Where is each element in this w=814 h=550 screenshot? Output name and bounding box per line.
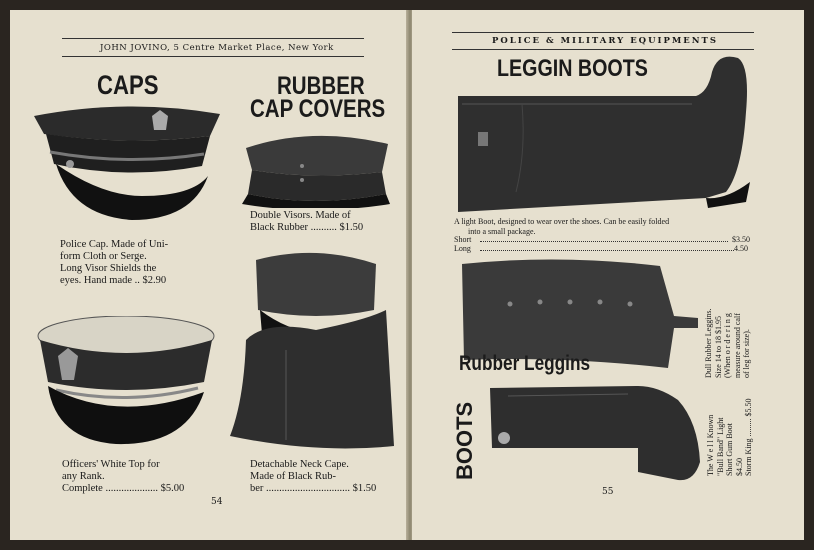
left-page-number: 54 [211, 497, 223, 507]
boots-side-line-5: Storm King ......... $5.50 [744, 398, 753, 476]
boots-side-line-1: The W e l l Known [706, 414, 715, 476]
leggin-boot-image [456, 52, 750, 218]
right-header-rule-bottom [452, 49, 754, 50]
police-cap-line-3: Long Visor Shields the [60, 263, 157, 274]
short-dots [480, 241, 728, 242]
cap-covers-title: CAP COVERS [250, 95, 386, 123]
left-running-header: JOHN JOVINO, 5 Centre Market Place, New York [100, 43, 334, 53]
double-visors-line-2: Black Rubber .......... $1.50 [250, 222, 364, 233]
boots-side-line-2: "Bull Band" Light [715, 417, 725, 476]
right-page-number: 55 [602, 487, 614, 497]
leggins-side-line-5: of leg for size). [742, 329, 751, 378]
neck-cape-line-1: Detachable Neck Cape. [250, 459, 349, 470]
double-visors-line-1: Double Visors. Made of [250, 210, 351, 221]
police-cap-line-4: eyes. Hand made .. $2.90 [60, 275, 167, 286]
long-price: 4.50 [734, 244, 748, 253]
boots-side-text [706, 398, 754, 476]
short-label: Short [454, 235, 472, 244]
officers-cap-line-3: Complete .................... $5.00 [62, 483, 185, 494]
police-cap-line-2: form Cloth or Serge. [60, 251, 147, 262]
leggins-side-text [704, 308, 752, 378]
rubber-title: RUBBER [277, 72, 365, 100]
boot-desc-line-2: into a small package. [468, 226, 536, 236]
leggins-side-line-1: Dull Rubber Leggins. [704, 308, 713, 378]
police-cap-line-1: Police Cap. Made of Uni- [60, 239, 169, 250]
boot-desc-line-1: A light Boot, designed to wear over the shoes. Can be easily folded [454, 217, 670, 226]
officers-cap-image [36, 316, 218, 448]
boot-description [454, 217, 669, 236]
boots-side-line-4: $4.50 [734, 458, 744, 476]
officers-cap-line-1: Officers' White Top for [62, 459, 160, 470]
short-price: $3.50 [732, 235, 750, 244]
rubber-cap-cover-image [242, 128, 392, 208]
leggins-side-line-2: Size 14 to 18 $1.95 [713, 316, 723, 378]
leggins-side-line-3: (When o r d e r i n g [723, 313, 732, 378]
right-running-header: POLICE & MILITARY EQUIPMENTS [492, 36, 718, 46]
neck-cape-line-3: ber ................................ $1.50 [250, 483, 377, 494]
right-header-rule-top [452, 32, 754, 33]
neck-cape-line-2: Made of Black Rub- [250, 471, 337, 482]
long-label: Long [454, 244, 471, 253]
officers-cap-line-2: any Rank. [62, 471, 105, 482]
boots-side-line-3: Short Gum Boot [725, 423, 734, 476]
leggins-side-line-4: measure around calf [732, 313, 742, 378]
gum-boot-image [488, 382, 702, 486]
rubber-leggins-title: Rubber Leggins [459, 352, 591, 375]
caps-title: CAPS [97, 70, 159, 100]
boots-title: BOOTS [452, 401, 477, 480]
header-rule-top [62, 38, 364, 39]
header-rule-bottom [62, 56, 364, 57]
boots-title-wrap [452, 402, 478, 480]
neck-cape-image [226, 250, 396, 450]
leggin-boots-title: LEGGIN BOOTS [497, 55, 648, 82]
neck-cape-desc [250, 459, 376, 495]
double-visors-desc [250, 210, 363, 234]
police-cap-desc [60, 239, 168, 287]
police-cap-image [32, 104, 222, 224]
officers-cap-desc [62, 459, 184, 495]
long-dots [480, 250, 734, 251]
